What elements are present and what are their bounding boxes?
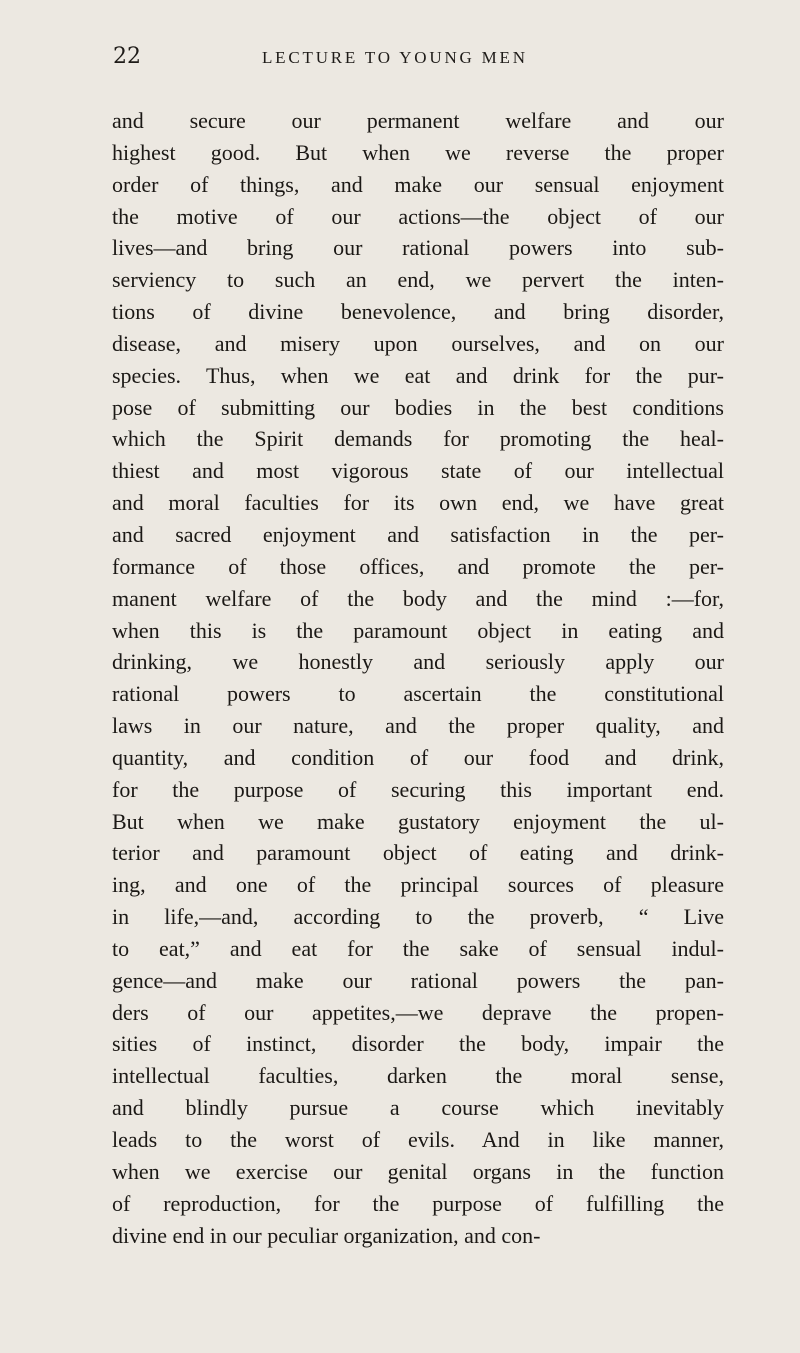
text-line: laws in our nature, and the proper quality, and [112, 713, 724, 739]
text-line: leads to the worst of evils. And in like manner, [112, 1127, 724, 1152]
text-line: gence—and make our rational powers the pan- [112, 967, 724, 993]
text-line: and secure our permanent welfare and our [112, 108, 724, 133]
text-line: intellectual faculties, darken the moral sense, [112, 1063, 724, 1089]
text-line: in life,—and, according to the proverb, “ Live [112, 904, 724, 930]
text-line: and sacred enjoyment and satisfaction in the per- [112, 521, 724, 547]
text-line: when this is the paramount object in eating and [112, 617, 724, 643]
text-line: disease, and misery upon ourselves, and on our [112, 330, 724, 356]
text-line: But when we make gustatory enjoyment the ul- [112, 808, 724, 834]
text-line: for the purpose of securing this important end. [112, 776, 724, 802]
text-line: order of things, and make our sensual enjoyment [112, 171, 724, 197]
text-line: ing, and one of the principal sources of pleasure [112, 872, 724, 898]
text-line: species. Thus, when we eat and drink for the pur- [112, 362, 724, 388]
text-line: of reproduction, for the purpose of fulfilling the [112, 1190, 724, 1216]
text-line: terior and paramount object of eating and drink- [112, 840, 724, 866]
text-line: when we exercise our genital organs in the function [112, 1158, 724, 1184]
text-line: drinking, we honestly and seriously apply our [112, 649, 724, 675]
text-line: formance of those offices, and promote the per- [112, 553, 724, 579]
text-line: sities of instinct, disorder the body, impair the [112, 1031, 724, 1057]
text-line: rational powers to ascertain the constitutional [112, 681, 724, 707]
text-line: quantity, and condition of our food and drink, [112, 744, 724, 770]
text-line: serviency to such an end, we pervert the inten- [112, 267, 724, 293]
text-line: and blindly pursue a course which inevitably [112, 1095, 724, 1121]
text-line: manent welfare of the body and the mind :—for, [112, 585, 724, 611]
running-head: LECTURE TO YOUNG MEN [262, 48, 528, 67]
text-line: lives—and bring our rational powers into sub- [112, 235, 724, 261]
text-line: tions of divine benevolence, and bring disorder, [112, 299, 724, 325]
text-line: the motive of our actions—the object of our [112, 203, 724, 229]
text-line: thiest and most vigorous state of our intellectual [112, 458, 724, 484]
page-header [0, 40, 800, 80]
text-line: pose of submitting our bodies in the best conditions [112, 394, 724, 420]
text-line: highest good. But when we reverse the proper [112, 139, 724, 165]
text-line: to eat,” and eat for the sake of sensual indul- [112, 935, 724, 961]
text-line: and moral faculties for its own end, we have great [112, 490, 724, 516]
page-number: 22 [113, 44, 141, 69]
body-text [112, 105, 724, 1251]
text-line: which the Spirit demands for promoting the heal- [112, 426, 724, 452]
text-line: ders of our appetites,—we deprave the propen- [112, 999, 724, 1025]
text-line: divine end in our peculiar organization, and con- [112, 1222, 541, 1248]
